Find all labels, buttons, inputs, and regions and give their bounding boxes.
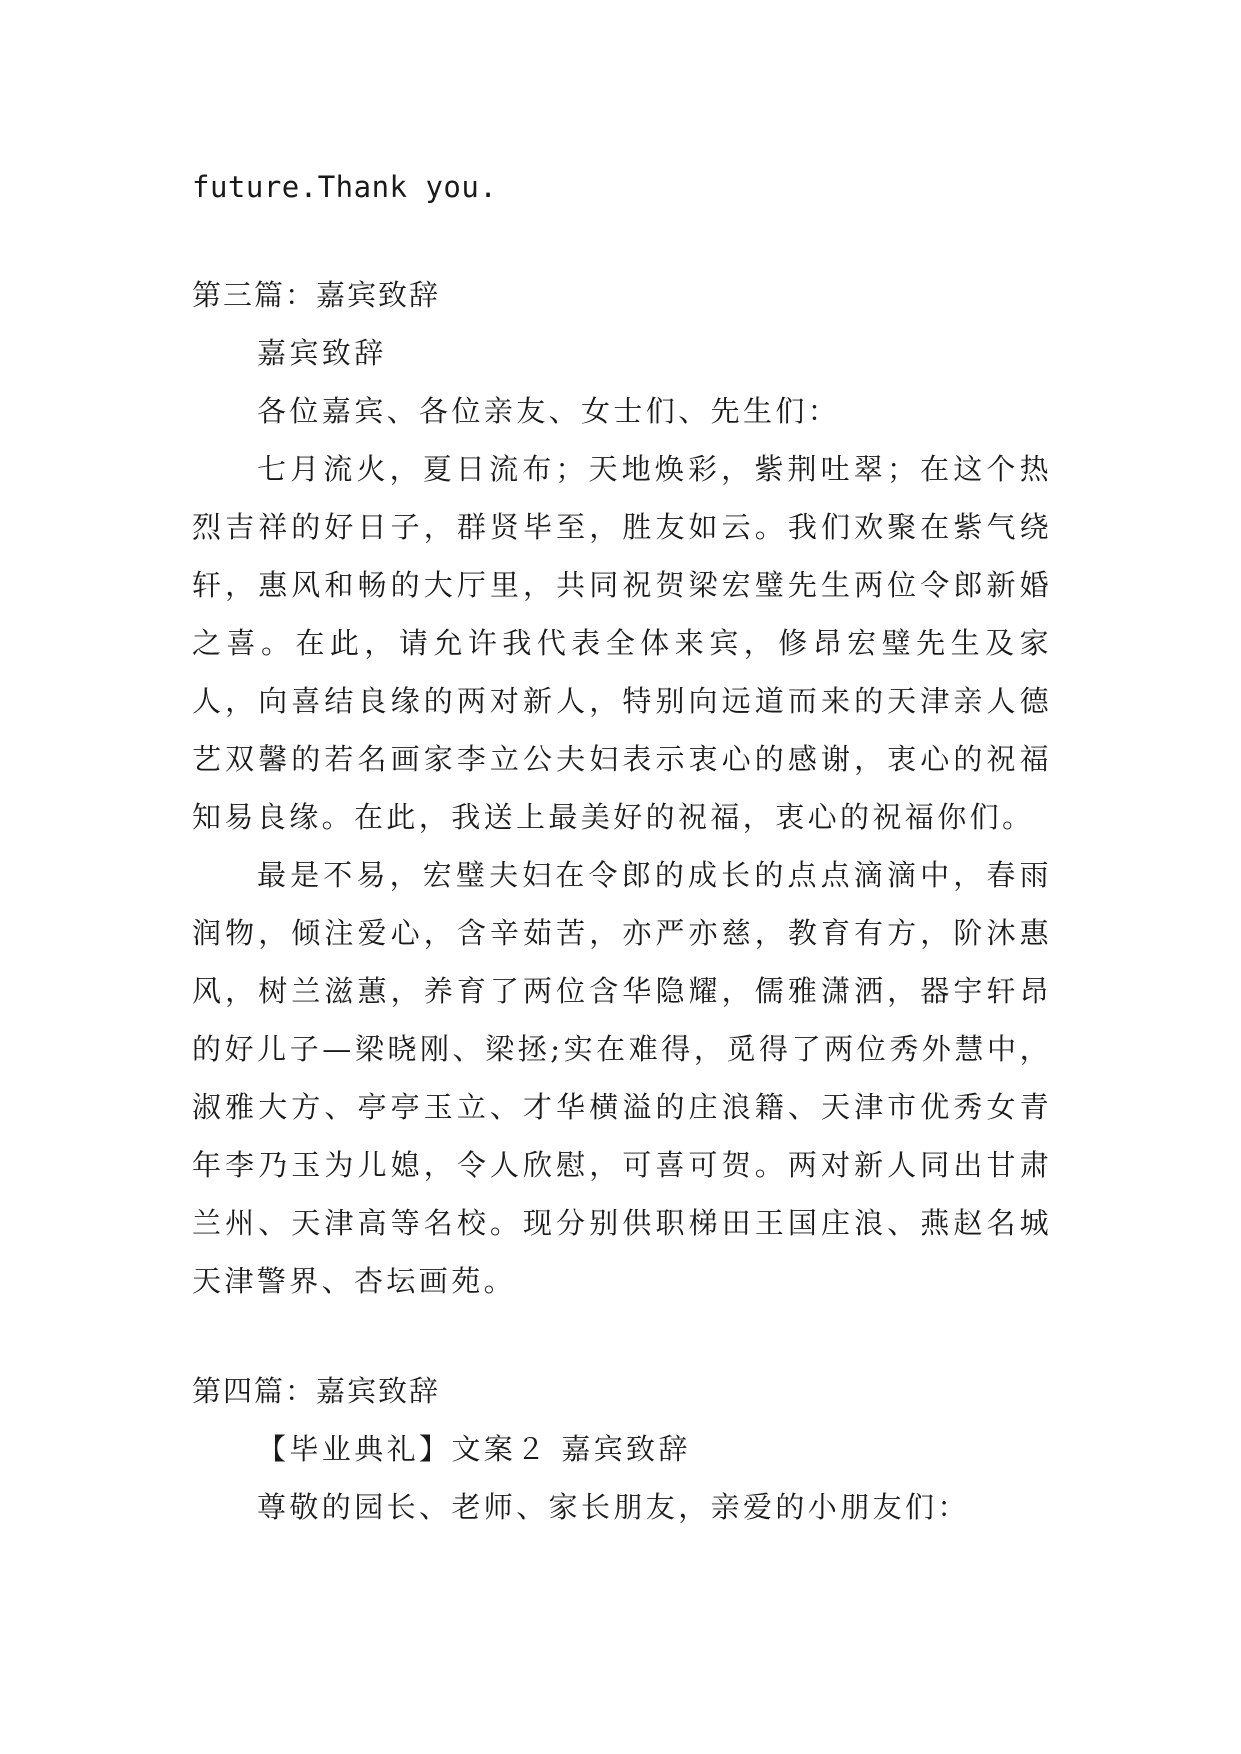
paragraph: 【毕业典礼】文案２ 嘉宾致辞 — [257, 1432, 691, 1466]
section-heading: 第四篇：嘉宾致辞 — [192, 1374, 441, 1408]
document-body — [192, 160, 1052, 1536]
section-3 — [192, 266, 1052, 1310]
paragraph: 最是不易，宏璧夫妇在令郎的成长的点点滴滴中，春雨润物，倾注爱心，含辛茹苦，亦严亦慈，教育有方，阶沐惠风，树兰滋蕙，养育了两位含华隐耀，儒雅潇洒，器宇轩昂的好儿子—梁晓刚、梁拯;实在难得，觅得了两位秀外慧中，淑雅大方、亭亭玉立、才华横溢的庄浪籍、天津市优秀女青年李乃玉为儿媳，令人欣慰，可喜可贺。两对新人同出甘肃兰州、天津高等名校。现分别供职梯田王国庄浪、燕赵名城天津警界、杏坛画苑。 — [192, 858, 1052, 1298]
paragraph: 七月流火，夏日流布；天地焕彩，紫荆吐翠；在这个热烈吉祥的好日子，群贤毕至，胜友如云。我们欢聚在紫气绕轩，惠风和畅的大厅里，共同祝贺梁宏璧先生两位令郎新婚之喜。在此，请允许我代表全体来宾，修昂宏璧先生及家人，向喜结良缘的两对新人，特别向远道而来的天津亲人德艺双馨的若名画家李立公夫妇表示衷心的感谢，衷心的祝福知易良缘。在此，我送上最美好的祝福，衷心的祝福你们。 — [192, 452, 1052, 834]
intro-line: future.Thank you. — [192, 170, 498, 204]
section-4 — [192, 1362, 1052, 1536]
paragraph: 嘉宾致辞 — [257, 336, 387, 370]
paragraph: 尊敬的园长、老师、家长朋友，亲爱的小朋友们： — [257, 1490, 970, 1524]
paragraph: 各位嘉宾、各位亲友、女士们、先生们： — [257, 394, 841, 428]
section-heading: 第三篇：嘉宾致辞 — [192, 278, 441, 312]
